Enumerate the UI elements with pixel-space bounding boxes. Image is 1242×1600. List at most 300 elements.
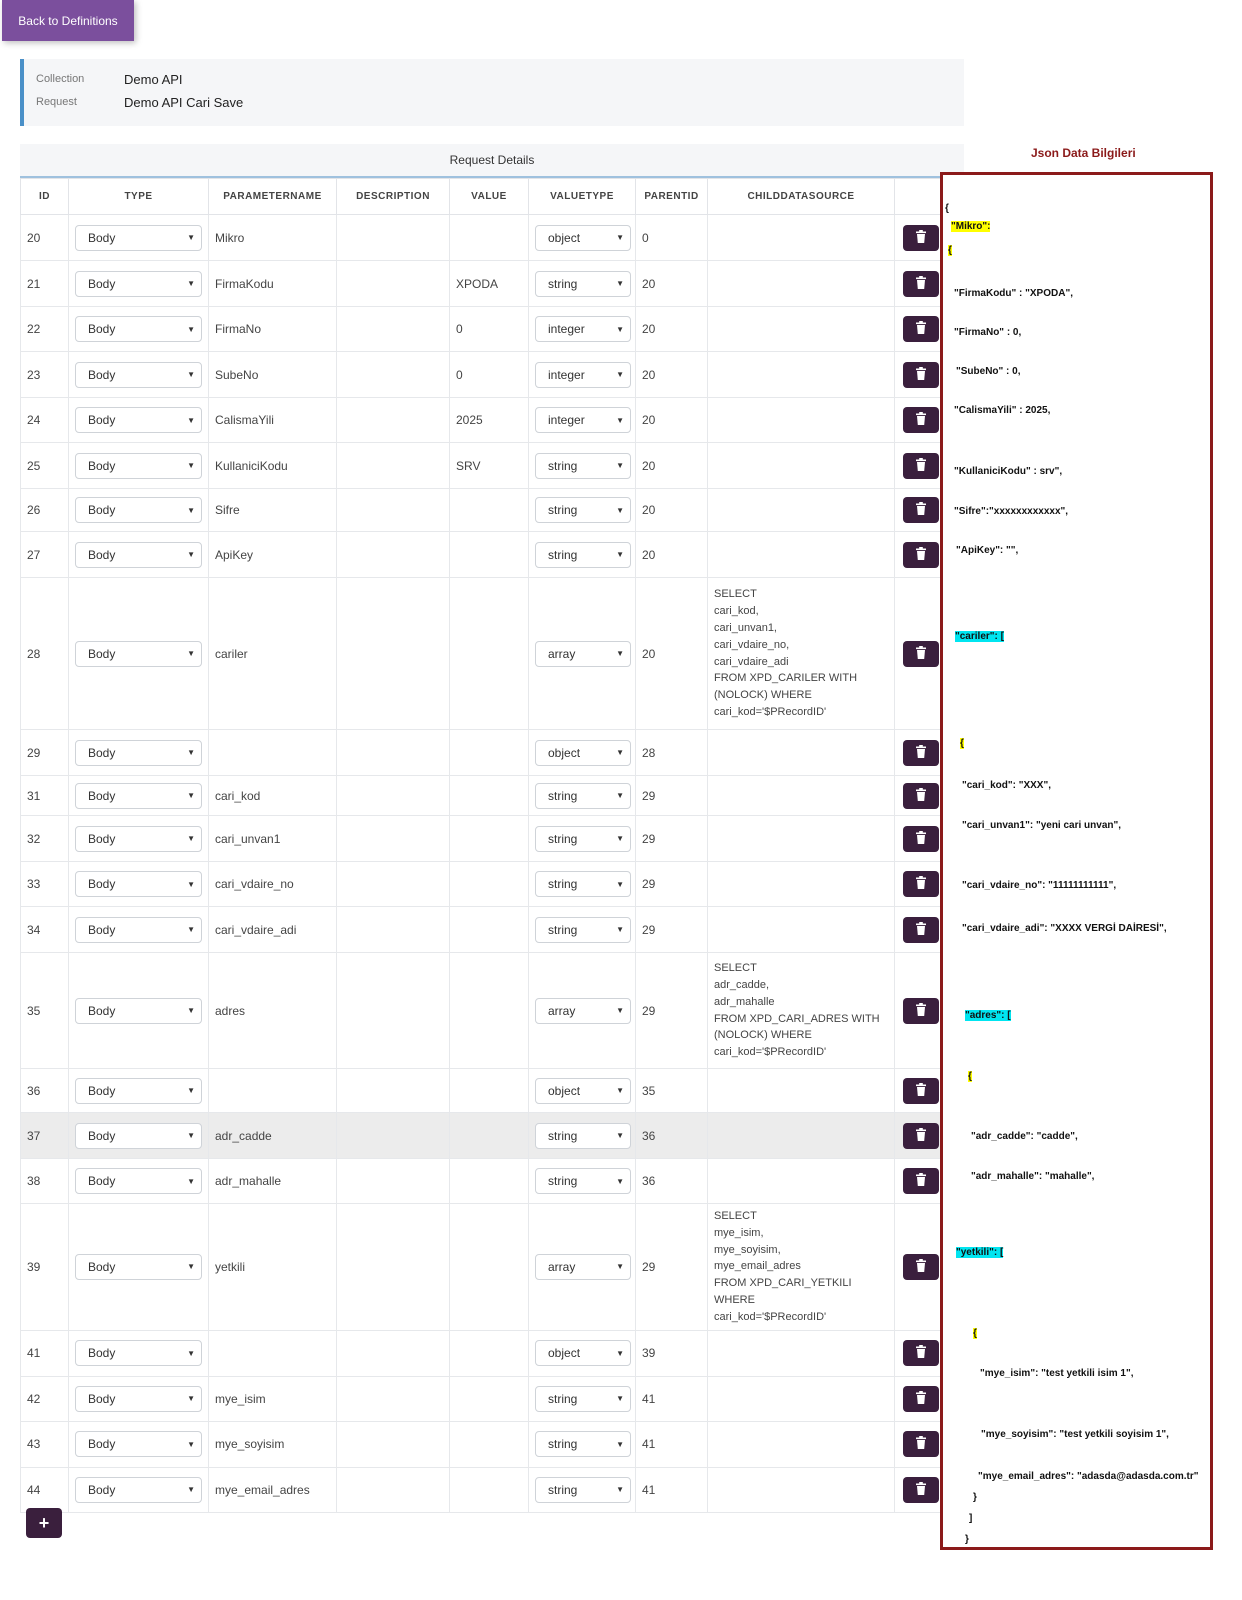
childdatasource-cell xyxy=(708,1113,895,1159)
trash-icon xyxy=(915,502,927,518)
value-cell xyxy=(450,862,529,907)
trash-icon xyxy=(915,321,927,337)
id-cell: 41 xyxy=(21,1330,69,1376)
valuetype-select[interactable] xyxy=(535,783,631,809)
value-cell xyxy=(450,1421,529,1467)
json-panel-title: Json Data Bilgileri xyxy=(1031,146,1136,160)
parametername-cell xyxy=(209,1330,337,1376)
description-cell xyxy=(337,1113,450,1159)
chevron-down-icon: ▼ xyxy=(187,1176,195,1186)
chevron-down-icon: ▼ xyxy=(616,1485,624,1495)
type-select-value: Body xyxy=(88,922,116,937)
valuetype-cell xyxy=(529,443,636,489)
table-row xyxy=(21,1421,965,1467)
type-select[interactable] xyxy=(75,453,202,479)
back-to-definitions-button[interactable]: Back to Definitions xyxy=(2,0,134,41)
delete-button[interactable] xyxy=(903,1477,939,1503)
parentid-cell: 20 xyxy=(636,443,708,489)
childdatasource-text xyxy=(714,462,888,470)
delete-button[interactable] xyxy=(903,497,939,523)
description-cell xyxy=(337,532,450,578)
id-cell: 35 xyxy=(21,953,69,1069)
valuetype-select-value: integer xyxy=(548,322,585,336)
json-line: "CalismaYili" : 2025, xyxy=(954,405,1051,416)
json-line: "mye_email_adres": "adasda@adasda.com.tr" xyxy=(978,1471,1199,1482)
collection-label: Collection xyxy=(36,73,85,85)
valuetype-select[interactable] xyxy=(535,316,631,342)
valuetype-select-value: string xyxy=(548,877,578,891)
plus-icon: + xyxy=(38,1512,50,1533)
request-info-panel xyxy=(20,59,964,126)
description-cell xyxy=(337,307,450,352)
description-cell xyxy=(337,443,450,489)
chevron-down-icon: ▼ xyxy=(187,233,195,242)
type-select-value: Body xyxy=(88,413,116,427)
column-header: CHILDDATASOURCE xyxy=(708,179,895,215)
type-select[interactable] xyxy=(75,998,202,1024)
delete-button[interactable] xyxy=(903,271,939,297)
parametername-cell: cari_vdaire_no xyxy=(209,862,337,907)
table-row xyxy=(21,776,965,816)
type-cell xyxy=(69,352,209,398)
parametername-cell: adr_mahalle xyxy=(209,1159,337,1204)
delete-button[interactable] xyxy=(903,1123,939,1149)
valuetype-select[interactable] xyxy=(535,407,631,433)
delete-button[interactable] xyxy=(903,1078,939,1104)
chevron-down-icon: ▼ xyxy=(187,1439,195,1449)
json-line: "FirmaNo" : 0, xyxy=(954,327,1022,338)
chevron-down-icon: ▼ xyxy=(616,925,624,934)
chevron-down-icon: ▼ xyxy=(616,649,624,658)
type-cell xyxy=(69,1376,209,1421)
parametername-cell: yetkili xyxy=(209,1204,337,1331)
table-row xyxy=(21,816,965,862)
json-line: "Sifre":"xxxxxxxxxxxx", xyxy=(954,506,1069,517)
trash-icon xyxy=(915,1083,927,1099)
valuetype-cell xyxy=(529,1159,636,1204)
type-select[interactable] xyxy=(75,362,202,388)
valuetype-cell xyxy=(529,816,636,862)
type-select[interactable] xyxy=(75,1168,202,1194)
type-select-value: Body xyxy=(88,276,116,291)
chevron-down-icon: ▼ xyxy=(187,415,195,425)
valuetype-cell xyxy=(529,907,636,953)
valuetype-select[interactable] xyxy=(535,1168,631,1194)
type-select-value: Body xyxy=(88,322,116,336)
id-cell: 37 xyxy=(21,1113,69,1159)
childdatasource-text xyxy=(714,1395,888,1403)
type-select[interactable] xyxy=(75,497,202,523)
type-select[interactable] xyxy=(75,826,202,852)
trash-icon xyxy=(915,1436,927,1452)
json-line: "yetkili": [ xyxy=(956,1247,1004,1258)
type-select-value: Body xyxy=(88,458,116,473)
add-parameter-button[interactable] xyxy=(26,1508,62,1538)
valuetype-select-value: string xyxy=(548,922,578,937)
valuetype-select[interactable] xyxy=(535,453,631,479)
table-row xyxy=(21,398,965,443)
delete-button[interactable] xyxy=(903,316,939,342)
id-cell: 23 xyxy=(21,352,69,398)
type-select[interactable] xyxy=(75,1431,202,1457)
table-row xyxy=(21,907,965,953)
type-select[interactable] xyxy=(75,1123,202,1149)
type-cell xyxy=(69,1421,209,1467)
request-label: Request xyxy=(36,96,77,108)
parentid-cell: 20 xyxy=(636,398,708,443)
trash-icon xyxy=(915,547,927,563)
delete-button[interactable] xyxy=(903,1168,939,1194)
valuetype-select[interactable] xyxy=(535,542,631,568)
childdatasource-cell xyxy=(708,1204,895,1331)
value-cell xyxy=(450,1467,529,1512)
parentid-cell: 20 xyxy=(636,578,708,730)
parentid-cell: 20 xyxy=(636,307,708,352)
json-line: "mye_soyisim": "test yetkili soyisim 1", xyxy=(981,1429,1169,1440)
column-header: PARENTID xyxy=(636,179,708,215)
type-select[interactable] xyxy=(75,917,202,943)
valuetype-select[interactable] xyxy=(535,740,631,766)
type-cell xyxy=(69,307,209,352)
valuetype-cell xyxy=(529,953,636,1069)
parametername-cell: KullaniciKodu xyxy=(209,443,337,489)
type-select[interactable] xyxy=(75,542,202,568)
type-select[interactable] xyxy=(75,1477,202,1503)
parametername-cell xyxy=(209,1069,337,1113)
type-select[interactable] xyxy=(75,740,202,766)
valuetype-select[interactable] xyxy=(535,1477,631,1503)
chevron-down-icon: ▼ xyxy=(187,1485,195,1495)
value-cell: 0 xyxy=(450,352,529,398)
type-select[interactable] xyxy=(75,1078,202,1104)
delete-button[interactable] xyxy=(903,917,939,943)
valuetype-select[interactable] xyxy=(535,1078,631,1104)
valuetype-select[interactable] xyxy=(535,1254,631,1280)
childdatasource-text xyxy=(714,1177,888,1185)
json-line: "cari_kod": "XXX", xyxy=(962,780,1051,791)
valuetype-select-value: string xyxy=(548,831,578,846)
chevron-down-icon: ▼ xyxy=(187,1262,195,1272)
childdatasource-cell xyxy=(708,1159,895,1204)
delete-button[interactable] xyxy=(903,1254,939,1280)
childdatasource-cell xyxy=(708,816,895,862)
valuetype-cell xyxy=(529,489,636,532)
value-cell: 0 xyxy=(450,307,529,352)
valuetype-select[interactable] xyxy=(535,362,631,388)
type-cell xyxy=(69,261,209,307)
type-cell xyxy=(69,1330,209,1376)
json-line: { xyxy=(968,1071,972,1082)
valuetype-select[interactable] xyxy=(535,998,631,1024)
valuetype-cell xyxy=(529,1467,636,1512)
type-select[interactable] xyxy=(75,1386,202,1412)
id-cell: 25 xyxy=(21,443,69,489)
id-cell: 27 xyxy=(21,532,69,578)
column-header: TYPE xyxy=(69,179,209,215)
trash-icon xyxy=(915,788,927,804)
json-line: "cari_vdaire_no": "11111111111", xyxy=(962,880,1117,891)
value-cell xyxy=(450,907,529,953)
childdatasource-text xyxy=(714,749,888,757)
json-line: "Mikro": xyxy=(951,221,991,232)
type-cell xyxy=(69,398,209,443)
value-cell xyxy=(450,1113,529,1159)
childdatasource-cell xyxy=(708,862,895,907)
delete-button[interactable] xyxy=(903,740,939,766)
chevron-down-icon: ▼ xyxy=(187,748,195,757)
description-cell xyxy=(337,398,450,443)
description-cell xyxy=(337,261,450,307)
request-value: Demo API Cari Save xyxy=(124,94,244,110)
delete-button[interactable] xyxy=(903,1386,939,1412)
valuetype-select[interactable] xyxy=(535,641,631,667)
type-select[interactable] xyxy=(75,641,202,667)
chevron-down-icon: ▼ xyxy=(187,1006,195,1015)
table-row xyxy=(21,1113,965,1159)
valuetype-select-value: string xyxy=(548,1128,578,1143)
type-cell xyxy=(69,862,209,907)
trash-icon xyxy=(915,646,927,662)
valuetype-cell xyxy=(529,215,636,261)
childdatasource-cell xyxy=(708,398,895,443)
valuetype-cell xyxy=(529,730,636,776)
description-cell xyxy=(337,1069,450,1113)
valuetype-select[interactable] xyxy=(535,1340,631,1366)
chevron-down-icon: ▼ xyxy=(616,791,624,800)
value-cell xyxy=(450,1069,529,1113)
childdatasource-text: SELECT adr_cadde, adr_mahalle FROM XPD_CARI_ADRES WITH (NOLOCK) WHERE cari_kod='$PRecordID' xyxy=(714,962,880,1059)
parentid-cell: 41 xyxy=(636,1376,708,1421)
valuetype-select[interactable] xyxy=(535,917,631,943)
valuetype-select-value: array xyxy=(548,1259,576,1274)
parametername-cell: adres xyxy=(209,953,337,1069)
id-cell: 31 xyxy=(21,776,69,816)
type-select-value: Body xyxy=(88,1128,116,1143)
json-line: "adres": [ xyxy=(965,1010,1011,1021)
valuetype-cell xyxy=(529,1330,636,1376)
json-line: { xyxy=(973,1328,977,1339)
valuetype-select-value: string xyxy=(548,1437,578,1452)
delete-button[interactable] xyxy=(903,362,939,388)
json-line: { xyxy=(960,738,964,749)
delete-button[interactable] xyxy=(903,826,939,852)
value-cell xyxy=(450,1204,529,1331)
childdatasource-text xyxy=(714,234,888,242)
parametername-cell: CalismaYili xyxy=(209,398,337,443)
description-cell xyxy=(337,907,450,953)
chevron-down-icon: ▼ xyxy=(187,879,195,889)
childdatasource-cell xyxy=(708,730,895,776)
parametername-cell: cari_unvan1 xyxy=(209,816,337,862)
value-cell xyxy=(450,532,529,578)
chevron-down-icon: ▼ xyxy=(187,550,195,559)
value-cell xyxy=(450,1376,529,1421)
table-row xyxy=(21,1159,965,1204)
collection-row xyxy=(36,69,183,89)
chevron-down-icon: ▼ xyxy=(187,1348,195,1358)
chevron-down-icon: ▼ xyxy=(616,879,624,889)
chevron-down-icon: ▼ xyxy=(616,550,624,559)
delete-button[interactable] xyxy=(903,1431,939,1457)
type-cell xyxy=(69,1204,209,1331)
description-cell xyxy=(337,578,450,730)
type-select-value: Body xyxy=(88,1346,116,1361)
childdatasource-text xyxy=(714,835,888,843)
parentid-cell: 29 xyxy=(636,953,708,1069)
chevron-down-icon: ▼ xyxy=(616,415,624,425)
type-select[interactable] xyxy=(75,271,202,297)
id-cell: 29 xyxy=(21,730,69,776)
valuetype-select[interactable] xyxy=(535,225,631,251)
type-select-value: Body xyxy=(88,745,116,760)
chevron-down-icon: ▼ xyxy=(187,834,195,843)
chevron-down-icon: ▼ xyxy=(616,461,624,470)
valuetype-select-value: object xyxy=(548,745,581,760)
value-cell xyxy=(450,816,529,862)
value-cell xyxy=(450,953,529,1069)
parametername-cell: mye_email_adres xyxy=(209,1467,337,1512)
valuetype-select[interactable] xyxy=(535,826,631,852)
parentid-cell: 36 xyxy=(636,1113,708,1159)
delete-button[interactable] xyxy=(903,1340,939,1366)
id-cell: 33 xyxy=(21,862,69,907)
type-select[interactable] xyxy=(75,871,202,897)
trash-icon xyxy=(915,1259,927,1275)
json-line: ] xyxy=(969,1513,973,1524)
json-line: "adr_mahalle": "mahalle", xyxy=(971,1171,1095,1182)
valuetype-select[interactable] xyxy=(535,271,631,297)
trash-icon xyxy=(915,1128,927,1144)
value-cell: XPODA xyxy=(450,261,529,307)
type-select-value: Body xyxy=(88,788,116,803)
parentid-cell: 28 xyxy=(636,730,708,776)
type-select-value: Body xyxy=(88,1437,116,1452)
childdatasource-cell xyxy=(708,578,895,730)
type-select-value: Body xyxy=(88,646,116,661)
id-cell: 39 xyxy=(21,1204,69,1331)
delete-button[interactable] xyxy=(903,542,939,568)
parentid-cell: 36 xyxy=(636,1159,708,1204)
chevron-down-icon: ▼ xyxy=(616,279,624,288)
valuetype-select[interactable] xyxy=(535,1123,631,1149)
json-line: "cari_unvan1": "yeni cari unvan", xyxy=(962,820,1122,831)
type-select[interactable] xyxy=(75,1340,202,1366)
childdatasource-text xyxy=(714,325,888,333)
delete-button[interactable] xyxy=(903,998,939,1024)
valuetype-select-value: object xyxy=(548,1083,581,1098)
trash-icon xyxy=(915,831,927,847)
parametername-cell: SubeNo xyxy=(209,352,337,398)
type-cell xyxy=(69,532,209,578)
description-cell xyxy=(337,352,450,398)
type-select-value: Body xyxy=(88,1391,116,1406)
chevron-down-icon: ▼ xyxy=(187,1086,195,1095)
parametername-cell: mye_soyisim xyxy=(209,1421,337,1467)
json-line: "cari_vdaire_adi": "XXXX VERGİ DAİRESİ", xyxy=(962,923,1167,934)
chevron-down-icon: ▼ xyxy=(616,505,624,515)
valuetype-select-value: string xyxy=(548,1174,578,1188)
type-select[interactable] xyxy=(75,225,202,251)
id-cell: 24 xyxy=(21,398,69,443)
type-cell xyxy=(69,1467,209,1512)
delete-button[interactable] xyxy=(903,453,939,479)
valuetype-select-value: string xyxy=(548,788,578,803)
childdatasource-cell xyxy=(708,776,895,816)
value-cell xyxy=(450,489,529,532)
type-select-value: Body xyxy=(88,1259,116,1274)
childdatasource-text xyxy=(714,371,888,379)
type-cell xyxy=(69,776,209,816)
parametername-cell: cariler xyxy=(209,578,337,730)
id-cell: 21 xyxy=(21,261,69,307)
parametername-cell: mye_isim xyxy=(209,1376,337,1421)
delete-button[interactable] xyxy=(903,407,939,433)
valuetype-cell xyxy=(529,578,636,730)
valuetype-select[interactable] xyxy=(535,497,631,523)
parametername-cell: Mikro xyxy=(209,215,337,261)
request-row xyxy=(36,92,243,112)
description-cell xyxy=(337,1204,450,1331)
type-select[interactable] xyxy=(75,783,202,809)
description-cell xyxy=(337,1330,450,1376)
trash-icon xyxy=(915,458,927,474)
valuetype-select[interactable] xyxy=(535,1431,631,1457)
valuetype-cell xyxy=(529,398,636,443)
valuetype-select[interactable] xyxy=(535,1386,631,1412)
childdatasource-cell xyxy=(708,532,895,578)
table-row xyxy=(21,578,965,730)
type-select-value: Body xyxy=(88,1174,116,1188)
trash-icon xyxy=(915,1173,927,1189)
table-row xyxy=(21,489,965,532)
type-select[interactable] xyxy=(75,316,202,342)
childdatasource-cell xyxy=(708,1069,895,1113)
valuetype-cell xyxy=(529,532,636,578)
parametername-cell: cari_kod xyxy=(209,776,337,816)
type-select-value: Body xyxy=(88,230,116,245)
type-select[interactable] xyxy=(75,1254,202,1280)
table-header-row xyxy=(21,179,965,215)
delete-button[interactable] xyxy=(903,783,939,809)
delete-button[interactable] xyxy=(903,871,939,897)
valuetype-cell xyxy=(529,1113,636,1159)
column-header: ID xyxy=(21,179,69,215)
type-select-value: Body xyxy=(88,831,116,846)
table-row xyxy=(21,953,965,1069)
type-cell xyxy=(69,1113,209,1159)
parentid-cell: 39 xyxy=(636,1330,708,1376)
id-cell: 44 xyxy=(21,1467,69,1512)
request-details-section xyxy=(20,144,964,1590)
valuetype-cell xyxy=(529,1069,636,1113)
childdatasource-text: SELECT cari_kod, cari_unvan1, cari_vdaire_no, cari_vdaire_adi FROM XPD_CARILER WITH (NOLOCK) WHERE cari_kod='$PRecordID' xyxy=(714,588,858,718)
type-select[interactable] xyxy=(75,407,202,433)
trash-icon xyxy=(915,412,927,428)
delete-button[interactable] xyxy=(903,225,939,251)
parametername-cell xyxy=(209,730,337,776)
valuetype-select[interactable] xyxy=(535,871,631,897)
parametername-cell: adr_cadde xyxy=(209,1113,337,1159)
value-cell: 2025 xyxy=(450,398,529,443)
valuetype-cell xyxy=(529,1421,636,1467)
chevron-down-icon: ▼ xyxy=(187,1131,195,1140)
table-row xyxy=(21,261,965,307)
parentid-cell: 0 xyxy=(636,215,708,261)
trash-icon xyxy=(915,1345,927,1361)
description-cell xyxy=(337,1376,450,1421)
delete-button[interactable] xyxy=(903,641,939,667)
type-cell xyxy=(69,489,209,532)
